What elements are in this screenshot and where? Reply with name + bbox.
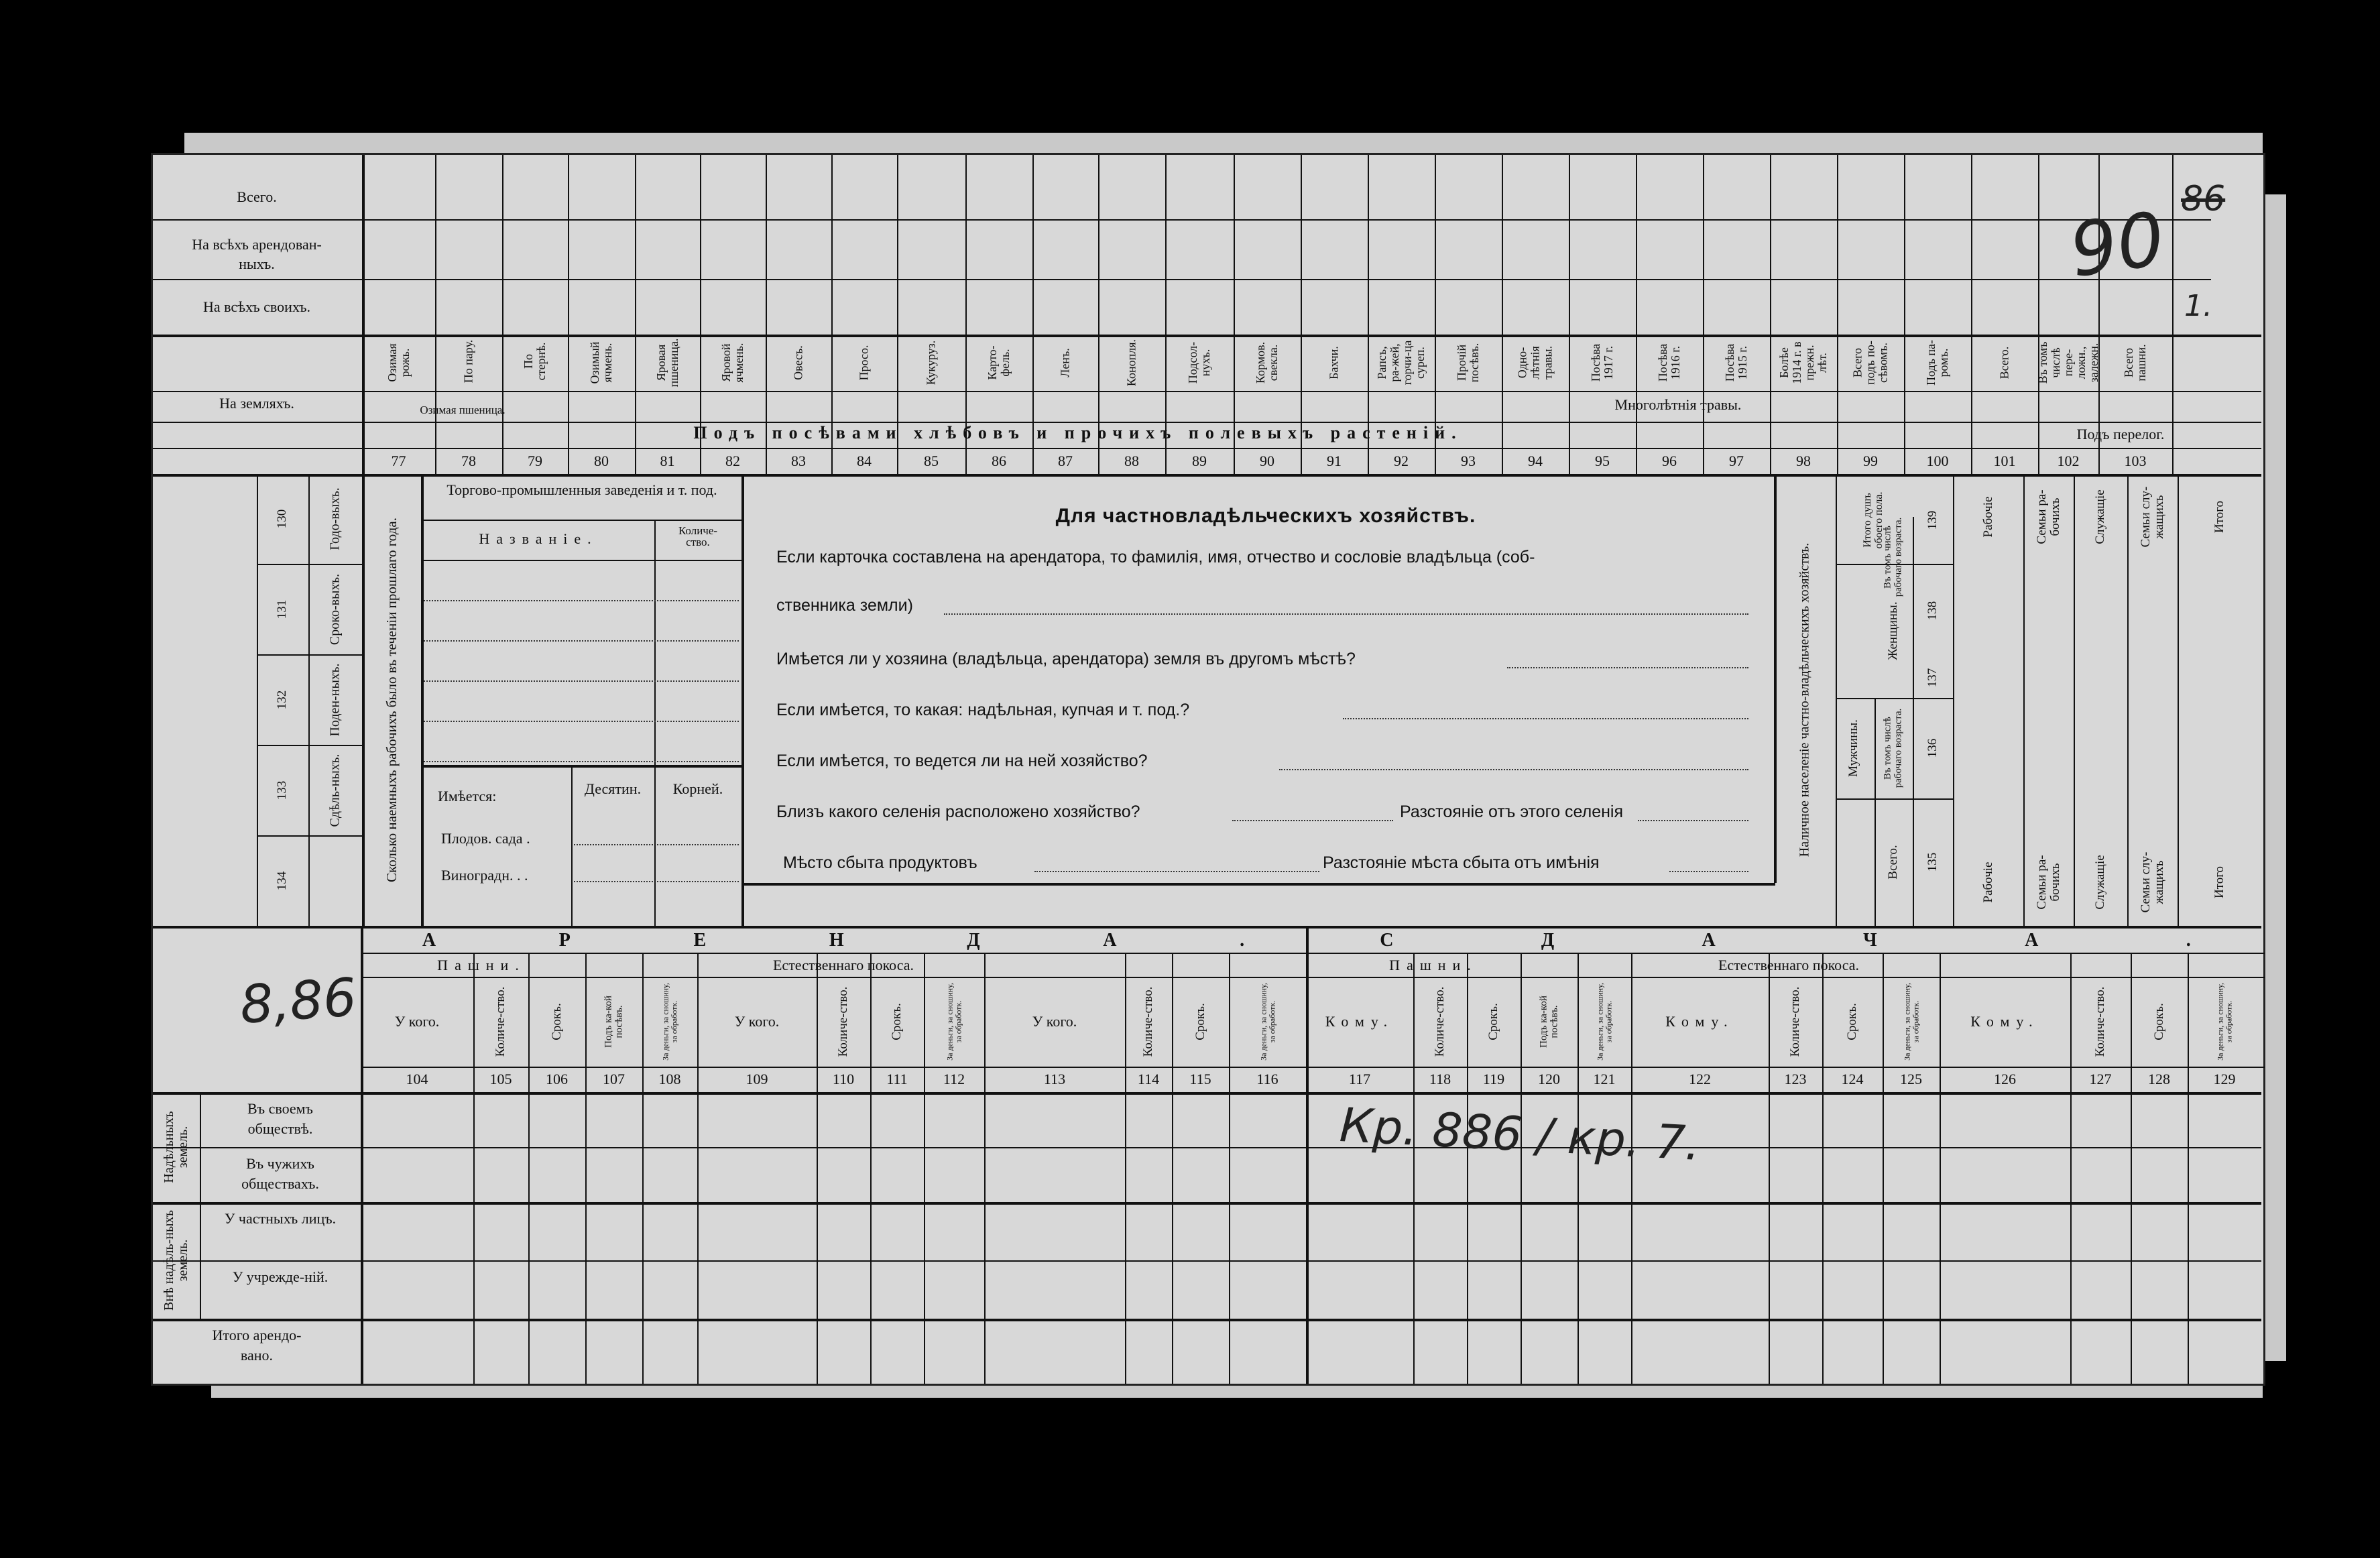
trade-row-line — [424, 640, 739, 642]
kol-header: Количе-ство. — [1433, 986, 1447, 1057]
u-kogo-header: У кого. — [734, 1013, 780, 1030]
crop-column-number: 94 — [1528, 453, 1543, 469]
top-col-divider — [1971, 155, 1972, 474]
za-header: За деньги, за сношину, за обработк. — [1258, 983, 1276, 1061]
kol-header: Количе-ство. — [1141, 986, 1156, 1057]
crop-column-number: 89 — [1192, 453, 1207, 469]
trade-name-header: Названіе. — [479, 530, 598, 547]
crop-column-label: Подсол-нухъ. — [1186, 341, 1212, 384]
top-col-divider — [1904, 155, 1905, 474]
arenda-letter: А — [1103, 930, 1117, 951]
population-working-age: Въ томъ числѣ рабочаго возраста. — [1882, 708, 1903, 788]
crop-column-number: 87 — [1058, 453, 1073, 469]
population-column-number: 135 — [1925, 852, 1940, 872]
crops-heading: Подъ посѣвами хлѣбовъ и прочихъ полевыхъ растеній. — [693, 423, 1463, 442]
lease-col-divider — [2070, 953, 2072, 1384]
crop-column-label: Посѣва 1917 г. — [1589, 343, 1615, 382]
arenda-letter: А — [422, 930, 436, 951]
crop-column-label: Прочій посѣвъ. — [1455, 343, 1481, 383]
population-working-age: Въ томъ числѣ рабочаго возраста. — [1882, 517, 1903, 597]
crop-column-label: Ленъ. — [1058, 348, 1072, 377]
lease-column-number: 119 — [1482, 1071, 1505, 1087]
lease-row-1 — [223, 1099, 337, 1138]
srok-header: Срокъ. — [1486, 1003, 1501, 1040]
right-column-label-top: Служащіе — [2093, 489, 2108, 544]
population-side-title-text: Наличное населеніе частно-владѣльческихъ хозяйствъ. — [1797, 542, 1812, 857]
lease-col-divider — [473, 953, 475, 1384]
workers-column-number: 132 — [275, 690, 290, 709]
lease-total-text: Итого арендо-вано. — [212, 1327, 302, 1364]
crop-column-label: По пару. — [461, 339, 475, 383]
crop-column-number: 79 — [528, 453, 542, 469]
workers-column-label: Сроко-выхъ. — [327, 573, 343, 645]
population-side-title — [1798, 485, 1812, 914]
lease-col-divider — [1822, 953, 1824, 1384]
crop-column-label: Конопля. — [1124, 339, 1138, 387]
kol-header: Количе-ство. — [1788, 986, 1803, 1057]
private-line-3: Имѣется ли у хозяина (владѣльца, арендатора) земля въ другомъ мѣстѣ? — [776, 650, 1356, 668]
private-title: Для частновладѣльческихъ хозяйствъ. — [1055, 505, 1476, 527]
top-col-divider — [1837, 155, 1838, 474]
crop-column-label: Кукуруз. — [924, 340, 938, 385]
right-column-label-bottom: Итого — [2212, 865, 2226, 899]
sdacha-letter: А — [2025, 930, 2039, 951]
crop-column-number: 81 — [660, 453, 675, 469]
sdacha-letter: А — [1702, 930, 1716, 951]
lease-col-divider — [697, 953, 699, 1384]
wheat-subgroup-line — [435, 391, 568, 392]
sdacha-letter: Ч — [1863, 930, 1877, 951]
arenda-letter: Д — [967, 930, 980, 951]
srok-header: Срокъ. — [890, 1003, 904, 1040]
population-total-label: Всего. — [1886, 845, 1901, 880]
row-label-lands: На земляхъ. — [219, 395, 294, 412]
trade-row-line — [424, 761, 739, 762]
handwritten-lease-note: Кр. 886 / кр. 7. — [1338, 1097, 1702, 1172]
sdacha-heading — [1306, 930, 2265, 951]
lease-col-divider — [1940, 953, 1941, 1384]
trade-garden-label: Плодов. сада . — [441, 830, 530, 847]
lease-row-2-text: Въ чужихъ обществахъ. — [241, 1155, 319, 1192]
trade-row-line — [424, 680, 739, 682]
right-column-label-bottom: Рабочіе — [1980, 861, 1995, 903]
crop-column-label: Яровой ячмень. — [719, 343, 746, 383]
crop-column-number: 103 — [2124, 453, 2147, 469]
crop-column-number: 97 — [1729, 453, 1744, 469]
population-column-number: 139 — [1925, 510, 1940, 530]
crop-column-label: Въ томъ числѣ пере-ложн., залежн. — [2035, 341, 2100, 384]
lease-column-number: 112 — [943, 1071, 965, 1087]
lease-column-number: 104 — [406, 1071, 428, 1087]
row-label-own: На всѣхъ своихъ. — [203, 298, 310, 315]
group-allotment-text: Надѣльныхъ земель. — [162, 1111, 190, 1183]
lease-column-number: 109 — [746, 1071, 768, 1087]
crop-column-label: Кормов. свекла. — [1254, 341, 1280, 384]
lease-column-number: 111 — [886, 1071, 908, 1087]
handwritten-left-number: 8,86 — [238, 967, 359, 1036]
crop-column-label: Овесъ. — [791, 345, 805, 380]
lease-row-2 — [223, 1154, 337, 1193]
pod-header: Подъ ка-кой посѣвъ. — [602, 996, 624, 1048]
lease-col-divider — [1883, 953, 1884, 1384]
pod-header: Подъ ка-кой посѣвъ. — [1537, 996, 1559, 1048]
srok-header: Срокъ. — [549, 1003, 564, 1040]
crop-column-number: 93 — [1461, 453, 1476, 469]
u-kogo-header: У кого. — [1032, 1013, 1077, 1030]
lease-col-divider — [1229, 953, 1230, 1384]
lease-column-number: 107 — [603, 1071, 625, 1087]
lease-col-divider — [2131, 953, 2132, 1384]
lease-column-number: 113 — [1043, 1071, 1066, 1087]
private-line-4: Если имѣется, то какая: надѣльная, купчая и т. под.? — [776, 701, 1190, 719]
srok-header: Срокъ. — [1193, 1003, 1207, 1040]
top-col-divider — [1569, 155, 1570, 474]
srok-header: Срокъ. — [2151, 1003, 2166, 1040]
crop-column-label: Всего. — [1997, 346, 2011, 379]
lease-col-divider — [1769, 953, 1770, 1384]
lease-col-divider — [1521, 953, 1522, 1384]
arenda-letter: Р — [558, 930, 571, 951]
arenda-heading — [361, 930, 1306, 951]
lease-row-4-text: У учрежде-ній. — [232, 1268, 329, 1285]
komu-header: Кому. — [1970, 1013, 2039, 1030]
workers-side-title-text: Сколько наемныхъ рабочихъ было въ теченіи прошлаго года. — [383, 518, 400, 882]
crop-column-number: 90 — [1260, 453, 1274, 469]
crop-column-number: 83 — [791, 453, 806, 469]
right-column-label-top: Семьи слу-жащихъ — [2138, 486, 2166, 548]
group-outside-text: Внѣ надѣль-ныхъ земель. — [162, 1210, 190, 1311]
crop-column-number: 86 — [992, 453, 1006, 469]
crop-column-number: 100 — [1926, 453, 1949, 469]
crop-column-number: 77 — [391, 453, 406, 469]
crop-column-number: 102 — [2057, 453, 2080, 469]
population-men-label: Мужчины. — [1846, 719, 1861, 777]
pokos-label: Естественнаго покоса. — [1718, 957, 1860, 973]
top-col-divider — [635, 155, 636, 474]
wheat-subgroup: Озимая пшеница. — [420, 404, 505, 416]
workers-column-number: 131 — [275, 599, 290, 619]
lease-col-divider — [1172, 953, 1173, 1384]
crop-column-label: Посѣва 1916 г. — [1656, 343, 1682, 382]
crop-column-number: 91 — [1327, 453, 1342, 469]
lease-column-number: 117 — [1348, 1071, 1371, 1087]
srok-header: Срокъ. — [1845, 1003, 1860, 1040]
private-line-2: ственника земли) — [776, 596, 913, 615]
row-label-rented-text: На всѣхъ арендован-ныхъ. — [192, 236, 322, 272]
lease-column-number: 128 — [2148, 1071, 2170, 1087]
trade-row-line — [424, 721, 739, 722]
row-label-total: Всего. — [237, 188, 277, 205]
sdacha-letter: Д — [1541, 930, 1555, 951]
census-card — [151, 153, 2265, 1386]
kol-header: Количе-ство. — [493, 986, 508, 1057]
crop-column-number: 78 — [461, 453, 476, 469]
za-header: За деньги, за сношину, за обработк. — [1595, 983, 1613, 1061]
trade-title — [434, 481, 729, 500]
lease-column-number: 106 — [546, 1071, 568, 1087]
crop-column-number: 88 — [1124, 453, 1139, 469]
pashni-label: Пашни. — [1389, 957, 1478, 973]
workers-column-number: 130 — [275, 509, 290, 529]
lease-col-divider — [870, 953, 872, 1384]
crop-column-number: 80 — [594, 453, 609, 469]
population-women-label: Женщины. — [1886, 601, 1901, 660]
lease-column-number: 127 — [2089, 1071, 2112, 1087]
crop-column-label: Посѣва 1915 г. — [1723, 343, 1749, 382]
top-col-divider — [1770, 155, 1771, 474]
lease-col-divider — [642, 953, 644, 1384]
lease-column-number: 124 — [1841, 1071, 1864, 1087]
lease-col-divider — [528, 953, 530, 1384]
trade-vineyard-label: Виноградн. . . — [441, 867, 528, 884]
crop-column-number: 92 — [1394, 453, 1409, 469]
population-column-number: 136 — [1925, 738, 1940, 758]
crop-column-label: Всего подъ по-сѣвомъ. — [1850, 341, 1890, 385]
crop-column-label: Просо. — [857, 345, 871, 381]
lease-group-divider — [1940, 953, 1941, 977]
lease-column-number: 114 — [1137, 1071, 1160, 1087]
lease-row-3 — [223, 1209, 337, 1229]
lease-column-number: 123 — [1784, 1071, 1807, 1087]
crop-column-label: Бахчи. — [1327, 346, 1341, 379]
trade-title-text: Торгово-промышленныя заведенія и т. под. — [447, 481, 717, 498]
arenda-letter: Е — [693, 930, 707, 951]
grass-subgroup: Многолѣтнія травы. — [1614, 396, 1742, 413]
population-column-number: 137 — [1925, 668, 1940, 688]
group-allotment-label — [162, 1090, 190, 1204]
grass-subgroup-line — [1569, 391, 1837, 392]
sdacha-letter: С — [1380, 930, 1394, 951]
top-col-divider — [2038, 155, 2039, 474]
workers-side-title — [384, 485, 399, 914]
komu-header: Кому. — [1665, 1013, 1734, 1030]
trade-row-line — [424, 600, 739, 601]
lease-column-number: 105 — [489, 1071, 512, 1087]
kol-header: Количе-ство. — [2093, 986, 2108, 1057]
crop-column-label: Озимая рожь. — [385, 343, 412, 382]
handwritten-small-mark: 1. — [2184, 289, 2212, 323]
private-line-7: Разстояніе отъ этого селенія — [1400, 802, 1624, 821]
pashni-label: Пашни. — [437, 957, 526, 973]
handwritten-card-number: 90 — [2064, 195, 2170, 294]
lease-column-number: 122 — [1689, 1071, 1711, 1087]
lease-column-number: 129 — [2213, 1071, 2236, 1087]
top-col-divider — [1502, 155, 1503, 474]
lease-col-divider — [1413, 953, 1415, 1384]
crop-column-number: 82 — [725, 453, 740, 469]
crop-column-number: 84 — [857, 453, 872, 469]
trade-desyat-header: Десятин. — [584, 780, 642, 797]
arenda-letter: Н — [829, 930, 844, 951]
crop-column-number: 98 — [1796, 453, 1811, 469]
population-column-number: 138 — [1925, 601, 1940, 621]
handwritten-crossed-text: 86 — [2181, 179, 2226, 219]
trade-has-label: Имѣется: — [438, 788, 497, 804]
crop-column-number: 95 — [1595, 453, 1610, 469]
top-col-divider — [568, 155, 569, 474]
crop-column-label: Одно-лѣтнія травы. — [1515, 345, 1555, 380]
arenda-letter: . — [1240, 930, 1245, 951]
row-label-rented — [186, 235, 327, 274]
lease-column-number: 108 — [658, 1071, 681, 1087]
crop-column-number: 101 — [1993, 453, 2016, 469]
lease-column-number: 118 — [1429, 1071, 1451, 1087]
lease-column-number: 110 — [832, 1071, 855, 1087]
trade-roots-header: Корней. — [672, 780, 723, 797]
lease-col-divider — [2188, 953, 2189, 1384]
lease-column-number: 115 — [1189, 1071, 1211, 1087]
lease-col-divider — [984, 953, 986, 1384]
handwritten-crossed-number — [2181, 179, 2225, 219]
lease-column-number: 125 — [1900, 1071, 1922, 1087]
lease-col-divider — [1467, 953, 1468, 1384]
za-header: За деньги, за сношину, за обработк. — [1901, 983, 1920, 1061]
crop-column-label: Подъ па-ромъ. — [1924, 339, 1950, 386]
crop-column-number: 96 — [1662, 453, 1677, 469]
lease-col-divider — [1578, 953, 1579, 1384]
right-column-label-top: Рабочіе — [1980, 496, 1995, 538]
crop-column-label: По стернѣ. — [522, 342, 548, 381]
lease-col-divider — [817, 953, 818, 1384]
right-column-label-bottom: Семьи слу-жащихъ — [2138, 851, 2166, 913]
lease-row-1-text: Въ своемъ обществѣ. — [247, 1100, 313, 1137]
lease-row-4 — [230, 1267, 331, 1287]
right-column-label-bottom: Семьи ра-бочихъ — [2034, 855, 2062, 910]
group-outside-label — [162, 1203, 190, 1317]
za-header: За деньги, за сношину, за обработк. — [2215, 983, 2233, 1061]
lease-group-divider — [984, 953, 986, 977]
sdacha-letter: . — [2186, 930, 2191, 951]
top-col-divider — [1636, 155, 1637, 474]
lease-total-label — [200, 1325, 314, 1365]
private-line-9: Разстояніе мѣста сбыта отъ имѣнія — [1323, 853, 1600, 872]
workers-column-label: Годо-выхъ. — [327, 487, 343, 550]
crop-column-label: Яровая пшеница. — [654, 338, 680, 387]
private-line-6: Близъ какого селенія расположено хозяйство? — [776, 802, 1140, 821]
workers-column-number: 133 — [275, 780, 290, 800]
kol-header: Количе-ство. — [836, 986, 851, 1057]
komu-header: Кому. — [1325, 1013, 1394, 1030]
workers-column-number: 134 — [275, 871, 290, 890]
lease-col-divider — [585, 953, 587, 1384]
private-line-1: Если карточка составлена на арендатора, то фамилія, имя, отчество и сословіе владѣльца (соб- — [776, 548, 1535, 566]
za-header: За деньги, за сношину, за обработк. — [945, 983, 963, 1061]
u-kogo-header: У кого. — [394, 1013, 440, 1030]
crop-column-number: 99 — [1863, 453, 1878, 469]
lease-row-3-text: У частныхъ лицъ. — [224, 1210, 337, 1227]
pokos-label: Естественнаго покоса. — [772, 957, 914, 973]
right-column-label-top: Семьи ра-бочихъ — [2034, 489, 2062, 544]
lease-column-number: 120 — [1538, 1071, 1560, 1087]
workers-column-label: Сдѣль-ныхъ. — [327, 754, 343, 827]
crop-column-label: Болѣе 1914 г. в прежн. лѣт. — [1777, 341, 1829, 384]
lease-col-divider — [924, 953, 925, 1384]
fallow-subgroup: Подъ перелог. — [2076, 426, 2165, 442]
lease-group-line — [361, 977, 2265, 978]
za-header: За деньги, за сношину, за обработк. — [660, 983, 678, 1061]
top-col-divider — [2172, 155, 2174, 474]
private-line-8: Мѣсто сбыта продуктовъ — [783, 853, 977, 872]
workers-column-label: Поден-ныхъ. — [327, 663, 343, 737]
top-col-divider — [502, 155, 503, 474]
crop-column-label: Озимый ячмень. — [588, 341, 614, 384]
lease-col-divider — [1631, 953, 1632, 1384]
top-col-divider — [1703, 155, 1704, 474]
crop-column-number: 85 — [924, 453, 939, 469]
population-total-both: Итого душъ обоего пола. — [1862, 491, 1885, 549]
crop-column-label: Всего пашни. — [2122, 344, 2148, 381]
right-column-label-bottom: Служащіе — [2093, 855, 2108, 910]
trade-count-header-text: Количе-ство. — [678, 524, 718, 548]
lease-column-number: 121 — [1593, 1071, 1616, 1087]
right-column-label-top: Итого — [2212, 500, 2226, 534]
top-col-divider — [435, 155, 436, 474]
lease-column-number: 116 — [1256, 1071, 1278, 1087]
lease-col-divider — [1125, 953, 1126, 1384]
private-line-5: Если имѣется, то ведется ли на ней хозяйство? — [776, 752, 1148, 770]
crop-column-label: Рапсъ, ра-жей, горчи-ца суреп. — [1375, 340, 1427, 385]
trade-count-header — [671, 525, 725, 548]
crop-column-label: Карто-фель. — [986, 345, 1012, 380]
lease-column-number: 126 — [1994, 1071, 2016, 1087]
